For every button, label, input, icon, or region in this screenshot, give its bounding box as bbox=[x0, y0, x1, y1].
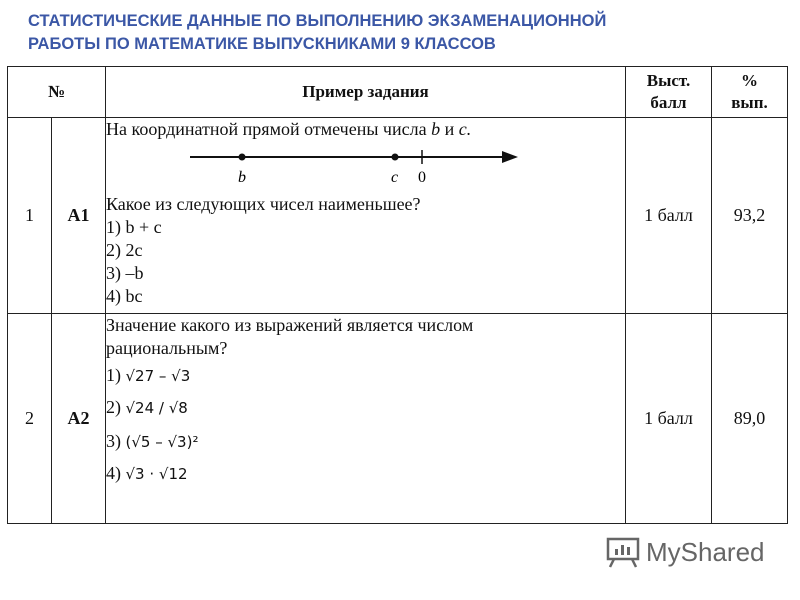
table-row bbox=[8, 314, 788, 524]
title-line-2: РАБОТЫ ПО МАТЕМАТИКЕ ВЫПУСКНИКАМИ 9 КЛАССОВ bbox=[28, 35, 496, 53]
option-label: 3) bbox=[106, 431, 121, 451]
row-code: А1 bbox=[52, 118, 106, 314]
question-text: Какое из следующих чисел наименьшее? bbox=[106, 194, 421, 214]
header-percent-line1: % bbox=[741, 71, 758, 90]
header-score-line1: Выст. bbox=[646, 71, 691, 90]
answer-option-2 bbox=[106, 396, 625, 420]
option-expression: √24 / √8 bbox=[125, 399, 188, 417]
answer-option-1: 1) b + c bbox=[106, 217, 162, 237]
answer-option-3: 3) –b bbox=[106, 263, 144, 283]
header-percent bbox=[712, 67, 788, 118]
header-number: № bbox=[8, 67, 106, 118]
watermark-text: MyShared bbox=[646, 536, 765, 567]
header-score bbox=[626, 67, 712, 118]
axis-label-c: c bbox=[391, 169, 399, 185]
axis-label-b: b bbox=[238, 169, 246, 185]
header-percent-line2: вып. bbox=[731, 93, 768, 112]
answer-option-1 bbox=[106, 364, 625, 388]
table-row bbox=[8, 118, 788, 314]
row-number: 1 bbox=[8, 118, 52, 314]
presentation-board-icon bbox=[606, 535, 640, 569]
answer-option-4 bbox=[106, 462, 625, 486]
point-c bbox=[392, 154, 399, 161]
task-cell bbox=[106, 314, 626, 524]
row-score: 1 балл bbox=[626, 118, 712, 314]
page-title bbox=[28, 10, 788, 56]
question-line-1: Значение какого из выражений является числом bbox=[106, 315, 474, 335]
number-line bbox=[190, 147, 625, 191]
conj: и bbox=[444, 119, 455, 139]
row-percent: 89,0 bbox=[712, 314, 788, 524]
header-task: Пример задания bbox=[106, 67, 626, 118]
answer-option-2: 2) 2c bbox=[106, 240, 143, 260]
answer-option-4: 4) bc bbox=[106, 286, 143, 306]
title-line-1: СТАТИСТИЧЕСКИЕ ДАННЫЕ ПО ВЫПОЛНЕНИЮ ЭКЗАМЕНАЦИОННОЙ bbox=[28, 12, 607, 30]
question-line-2: рациональным? bbox=[106, 338, 228, 358]
option-label: 2) bbox=[106, 397, 121, 417]
option-expression: (√5 – √3)² bbox=[125, 433, 199, 451]
row-percent: 93,2 bbox=[712, 118, 788, 314]
watermark bbox=[606, 535, 765, 569]
header-score-line2: балл bbox=[650, 93, 687, 112]
row-code: А2 bbox=[52, 314, 106, 524]
answer-option-3 bbox=[106, 430, 625, 454]
task-intro bbox=[106, 118, 625, 141]
option-expression: √27 – √3 bbox=[125, 367, 191, 385]
point-b bbox=[239, 154, 246, 161]
number-line-figure bbox=[190, 147, 520, 185]
row-score: 1 балл bbox=[626, 314, 712, 524]
var-b: b bbox=[431, 119, 441, 139]
option-label: 4) bbox=[106, 463, 121, 483]
row-number: 2 bbox=[8, 314, 52, 524]
var-c: c. bbox=[458, 119, 472, 139]
table-header-row bbox=[8, 67, 788, 118]
exam-stats-table bbox=[7, 66, 788, 524]
task-cell bbox=[106, 118, 626, 314]
option-expression: √3 · √12 bbox=[125, 465, 188, 483]
task-intro-text: На координатной прямой отмечены числа bbox=[106, 119, 427, 139]
option-label: 1) bbox=[106, 365, 121, 385]
axis-label-zero: 0 bbox=[418, 169, 426, 185]
axis-arrow-icon bbox=[502, 151, 518, 163]
